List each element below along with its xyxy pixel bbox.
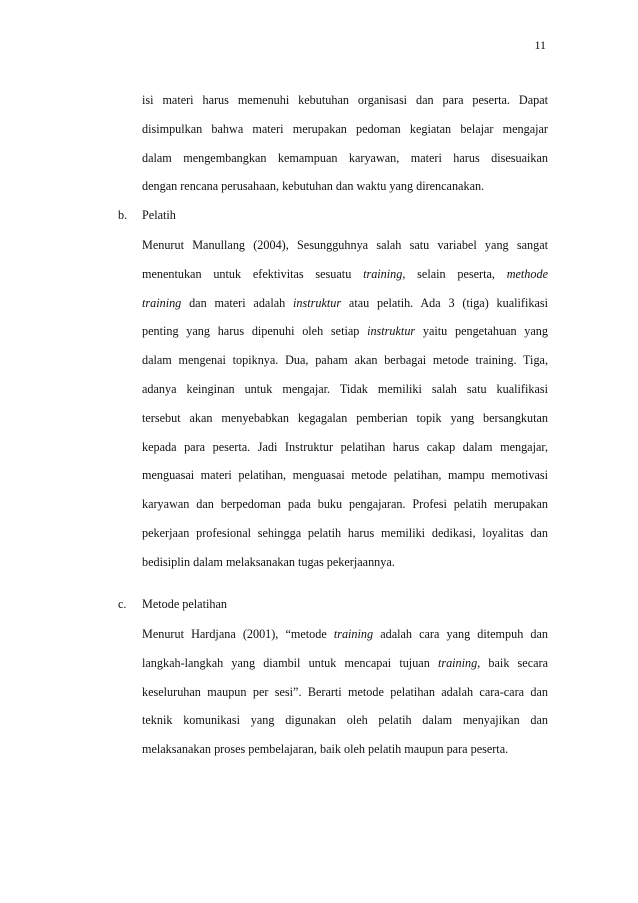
text-line: dalam mengembangkan kemampuan karyawan, materi harus disesuaikan (142, 150, 548, 165)
section-title: Pelatih (142, 208, 176, 222)
text-line: dalam mengenai topiknya. Dua, paham akan berbagai metode training. Tiga, (142, 353, 548, 368)
text-line: menentukan untuk efektivitas sesuatu training, selain peserta, methode (142, 266, 548, 281)
section-c-heading (118, 590, 227, 619)
text-line: training dan materi adalah instruktur atau pelatih. Ada 3 (tiga) kualifikasi (142, 295, 549, 310)
text-line: karyawan dan berpedoman pada buku pengajaran. Profesi pelatih merupakan (142, 497, 548, 512)
text-line: tersebut akan menyebabkan kegagalan pemberian topik yang bersangkutan (142, 410, 548, 425)
section-b-paragraph (142, 231, 548, 577)
text-line: keseluruhan maupun per sesi”. Berarti metode pelatihan adalah cara-cara dan (142, 684, 548, 699)
page-number: 11 (534, 38, 546, 52)
text-line: penting yang harus dipenuhi oleh setiap instruktur yaitu pengetahuan yang (142, 324, 548, 339)
text-line: Menurut Hardjana (2001), “metode training adalah cara yang ditempuh dan (142, 627, 548, 641)
text-line: adanya keinginan untuk mengajar. Tidak memiliki salah satu kualifikasi (142, 381, 548, 396)
text-line: dengan rencana perusahaan, kebutuhan dan waktu yang direncanakan. (142, 179, 485, 194)
section-b-heading (118, 201, 176, 230)
section-title: Metode pelatihan (142, 597, 227, 611)
intro-paragraph (142, 86, 548, 201)
text-line: menguasai materi pelatihan, menguasai metode pelatihan, mampu memotivasi (142, 468, 548, 483)
text-line: teknik komunikasi yang digunakan oleh pelatih dalam menyajikan dan (142, 713, 548, 728)
text-line: bedisiplin dalam melaksanakan tugas pekerjaannya. (142, 554, 395, 569)
text-line: disimpulkan bahwa materi merupakan pedoman kegiatan belajar mengajar (142, 121, 548, 136)
text-line: pekerjaan profesional sehingga pelatih harus memiliki dedikasi, loyalitas dan (142, 525, 548, 540)
list-marker: b. (118, 208, 128, 222)
text-line: langkah-langkah yang diambil untuk mencapai tujuan training, baik secara (142, 655, 548, 670)
text-line: melaksanakan proses pembelajaran, baik oleh pelatih maupun para peserta. (142, 742, 509, 757)
list-marker: c. (118, 597, 127, 611)
text-line: isi materi harus memenuhi kebutuhan organisasi dan para peserta. Dapat (142, 93, 548, 107)
section-c-paragraph (142, 620, 548, 764)
text-line: Menurut Manullang (2004), Sesungguhnya salah satu variabel yang sangat (142, 238, 548, 252)
text-line: kepada para peserta. Jadi Instruktur pelatihan harus cakap dalam mengajar, (142, 439, 548, 454)
